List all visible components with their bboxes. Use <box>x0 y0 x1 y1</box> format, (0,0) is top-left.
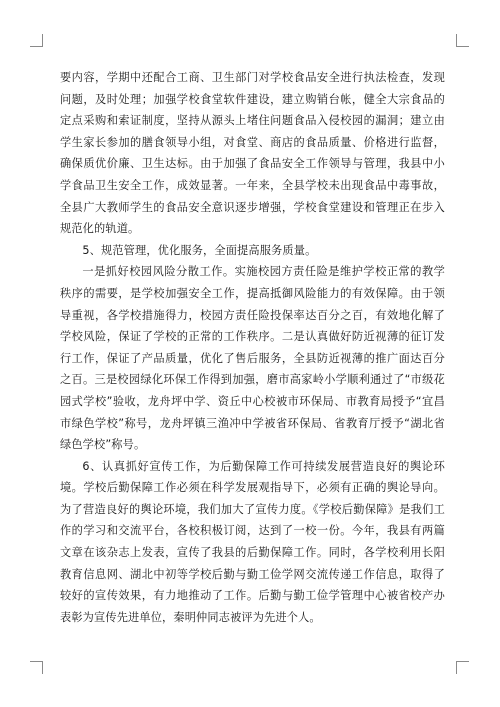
crop-mark-top-right <box>456 34 469 47</box>
crop-mark-top-left <box>30 34 43 47</box>
crop-mark-bottom-right <box>456 661 469 674</box>
crop-mark-bottom-left <box>30 661 43 674</box>
body-text <box>60 67 445 628</box>
paragraph-food-safety-continued: 要内容，学期中还配合工商、卫生部门对学校食品安全进行执法检查，发现问题，及时处理；加强学校食堂软件建设，建立购销台帐，健全大宗食品的定点采购和索证制度，坚持从源头上堵住问题食品入侵校园的漏洞；建立由学生家长参加的膳食领导小组，对食堂、商店的食品质量、价格进行监督，确保质优价廉、卫生达标。由于加强了食品安全工作领导与管理，我县中小学食品卫生安全工作，成效显著。一年来，全县学校未出现食品中毒事故，全县广大教师学生的食品安全意识逐步增强，学校食堂建设和管理正在步入规范化的轨道。 <box>60 71 445 236</box>
paragraph-heading-5: 5、规范管理，优化服务，全面提高服务质量。 <box>82 243 317 257</box>
paragraph-campus-risk: 一是抓好校园风险分散工作。实施校园方责任险是维护学校正常的教学秩序的需要，是学校加强安全工作，提高抵御风险能力的有效保障。由于领导重视，各学校措施得力，校园方责任险投保率达百分之百，有效地化解了学校风险，保证了学校的正常的工作秩序。二是认真做好防近视薄的征订发行工作，保证了产品质量，优化了售后服务，全县防近视薄的推广面达百分之百。三是校园绿化环保工作得到加强，磨市高家岭小学顺利通过了“市级花园式学校”验收，龙舟坪中学、资丘中心校被市环保局、市教育局授予“宜昌市绿色学校”称号，龙舟坪镇三渔冲中学被省环保局、省教育厅授予“湖北省绿色学校”称号。 <box>60 265 445 452</box>
paragraph-heading-6-publicity: 6、认真抓好宣传工作，为后勤保障工作可持续发展营造良好的舆论环境。学校后勤保障工作必须在科学发展观指导下，必须有正确的舆论导向。为了营造良好的舆论环境，我们加大了宣传力度。《学校后勤保障》是我们工作的学习和交流平台，各校积极订阅，达到了一校一份。今年，我县有两篇文章在该杂志上发表，宣传了我县的后勤保障工作。同时，各学校利用长阳教育信息网、湖北中初等学校后勤与勤工俭学网交流传递工作信息，取得了较好的宣传效果，有力地推动了工作。后勤与勤工俭学管理中心被省校产办表彰为宣传先进单位，秦明仲同志被评为先进个人。 <box>60 459 445 624</box>
